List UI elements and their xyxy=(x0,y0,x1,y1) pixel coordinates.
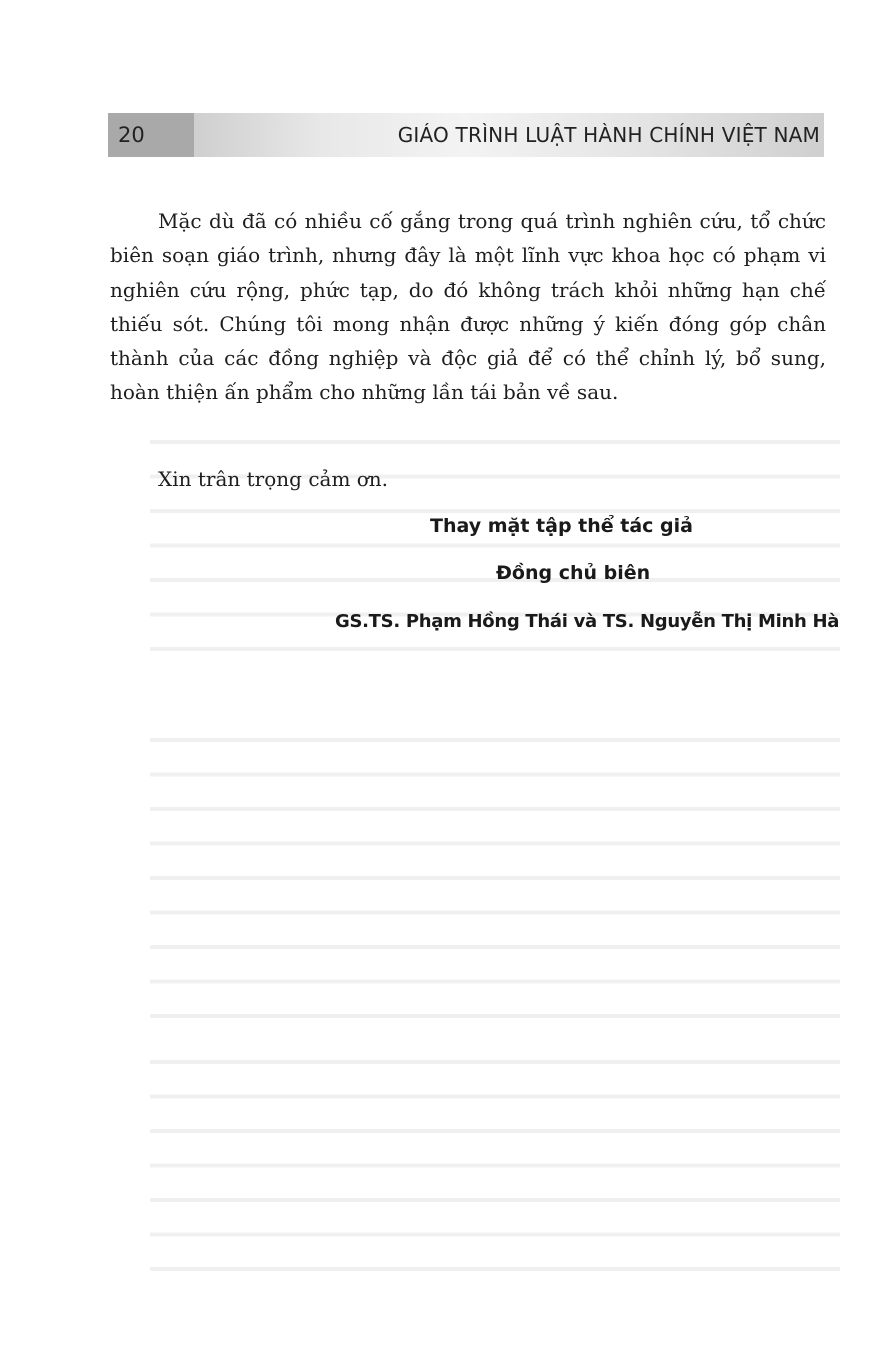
show-through-texture xyxy=(150,420,840,680)
signature-names: GS.TS. Phạm Hồng Thái và TS. Nguyễn Thị Minh Hà xyxy=(335,611,840,632)
closing-thanks: Xin trân trọng cảm ơn. xyxy=(158,467,389,491)
running-title: GIÁO TRÌNH LUẬT HÀNH CHÍNH VIỆT NAM xyxy=(397,123,820,147)
signature-on-behalf: Thay mặt tập thể tác giả xyxy=(430,515,693,537)
show-through-texture xyxy=(150,1040,840,1280)
page-number-box xyxy=(108,113,194,157)
signature-role: Đồng chủ biên xyxy=(496,562,651,584)
show-through-texture xyxy=(150,718,840,1018)
page-number: 20 xyxy=(118,123,145,147)
body-paragraph: Mặc dù đã có nhiều cố gắng trong quá trình nghiên cứu, tổ chức biên soạn giáo trình, nhưng đây là một lĩnh vực khoa học có phạm vi nghiên cứu rộng, phức tạp, do đó không trách khỏi những hạn chế thiếu sót. Chúng tôi mong nhận được những ý kiến đóng góp chân thành của các đồng nghiệp và độc giả để có thể chỉnh lý, bổ sung, hoàn thiện ấn phẩm cho những lần tái bản về sau. xyxy=(110,209,826,405)
running-header xyxy=(108,113,824,157)
